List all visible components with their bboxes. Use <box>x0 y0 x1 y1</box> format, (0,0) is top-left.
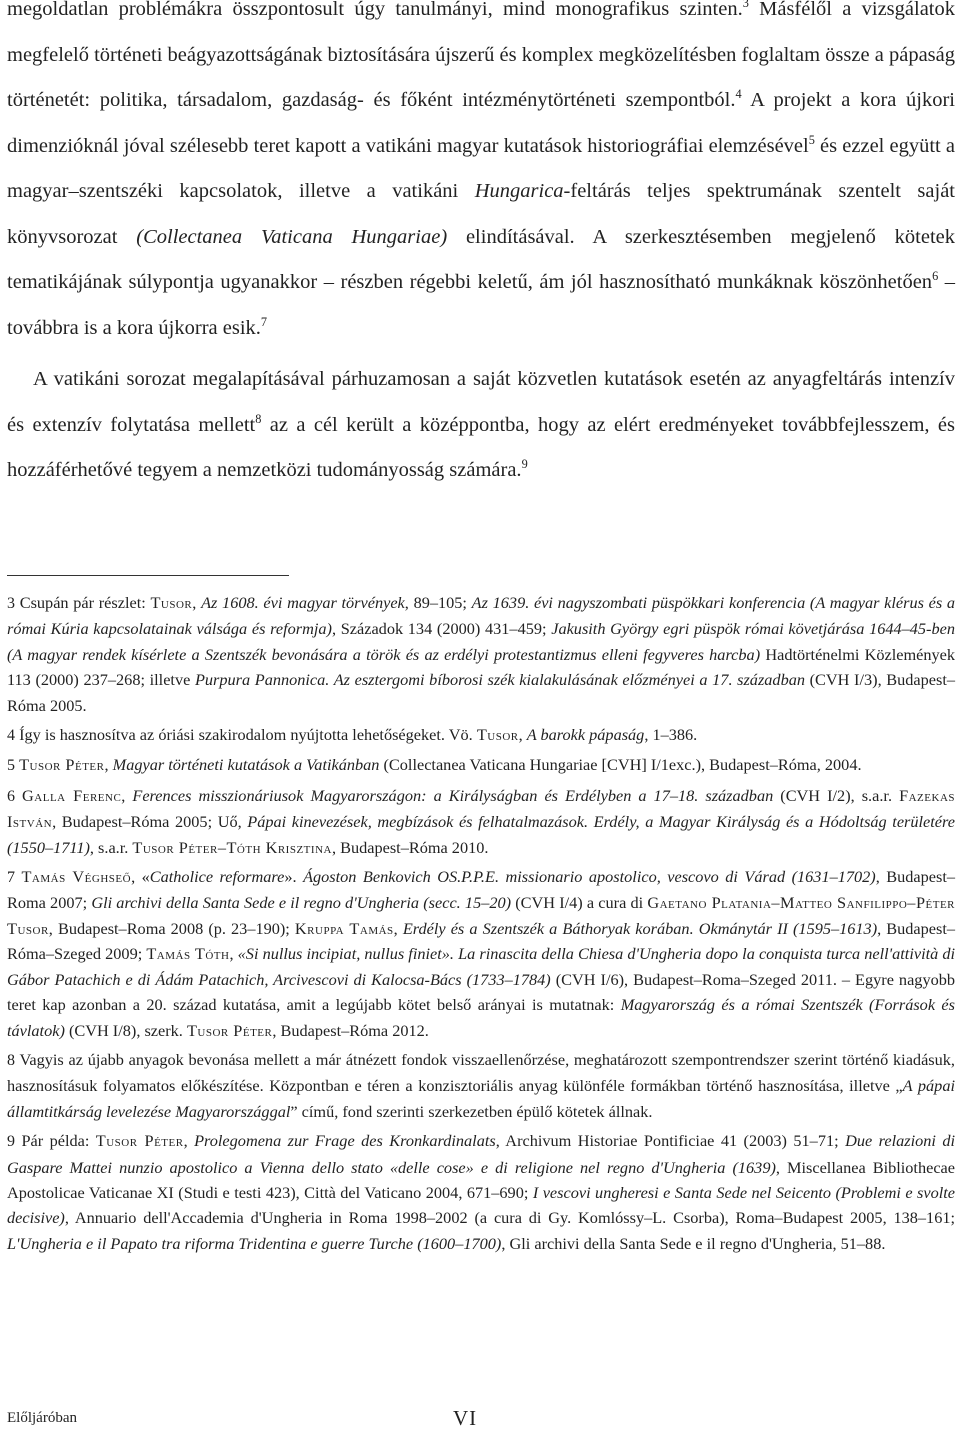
footnote-number: 7 <box>7 869 15 887</box>
text-run: A projekt a kora újkori dimenzióknál jóval szélesebb teret kapott a vatikáni magyar kutatások historiográfiai elemzésével <box>7 89 955 157</box>
text-run: Másfélől a vizsgálatok megfelelő történeti beágyazottságának biztosítására újszerű és komplex megközelítésben foglaltam össze a pápaság történetét: politika, társadalom, gazdaság- és főként intézménytörténeti szempontból. <box>7 0 955 111</box>
page <box>7 0 956 1253</box>
text-run: Hadtörténelmi Közlemények 113 (2000) 237–268; illetve <box>7 644 956 690</box>
running-footer-label: Előljáróban <box>7 1410 77 1426</box>
text-run: (CVH I/8), szerk. <box>64 1020 187 1040</box>
work-title: «Si nullus incipiat, nullus finiet». La rinascita della Chiesa d'Ungheria dopo la conquista turca nell'attività di Gábor Patachich e di Ádám Patachich, Arcivescovi di Kalocsa-Bács (1733–1784) <box>7 944 956 989</box>
footnote-number: 6 <box>7 787 15 805</box>
author-name: Fazekas István <box>7 785 956 832</box>
work-title: Az 1639. évi nagyszombati püspökkari konferencia (A magyar klérus és a római Kúria kapcsolatainak válsága és reformja) <box>7 593 956 639</box>
text-run: , Századok 134 (2000) 431–459; <box>331 619 552 639</box>
page-number: VI <box>453 1406 478 1430</box>
footnote-ref-5[interactable]: 5 <box>808 132 815 147</box>
text-run: és ezzel együtt a magyar–szentszéki kapcsolatok, illetve a vatikáni <box>7 134 955 202</box>
text-run: (Collectanea Vaticana Hungariae [CVH] I/1exc.), Budapest–Róma, 2004. <box>379 755 862 775</box>
author-name: Tusor Péter <box>186 1020 273 1040</box>
author-name: Gaetano Platania–Matteo Sanfilippo–Péter Tusor <box>7 893 955 938</box>
work-title: L'Ungheria e il Papato tra riforma Tridentina e guerre Turche (1600–1700) <box>7 1233 502 1253</box>
footnote-3 <box>7 590 955 718</box>
footnote-number: 8 <box>7 1051 15 1069</box>
work-title: Jakusith György egri püspök római követjárása 1644–45-ben (A magyar rendek kísérlete a Szentszék bevonására a török és az erdélyi protestantizmus elleni fegyveres harcba) <box>7 619 955 664</box>
author-name: Tusor Péter <box>19 755 105 775</box>
text-run: , 89–105; <box>404 593 472 612</box>
work-title: Magyar történeti kutatások a Vatikánban <box>112 755 380 775</box>
text-run: Csupán pár részlet: <box>19 593 151 612</box>
text-run: elindításával. A szerkesztésemben megjelenő kötetek tematikájának súlypontja ugyanakkor – részben régebbi keletű, ám jól hasznosítható munkáknak köszönhetően <box>7 225 956 293</box>
footnote-ref-4[interactable]: 4 <box>735 87 742 102</box>
text-run: , <box>229 944 238 964</box>
text-run: , Archivum Historiae Pontificiae 41 (2003) 51–71; <box>495 1131 846 1151</box>
work-title: Erdély és a Szentszék a Báthoryak korában. Okmánytár II (1595–1613) <box>402 918 878 938</box>
work-title: Az 1608. évi magyar törvények <box>201 593 405 612</box>
text-run: Pár példa: <box>21 1131 96 1151</box>
text-run: , <box>192 593 202 612</box>
footnote-number: 3 <box>7 595 15 612</box>
author-name: Tusor <box>476 725 519 745</box>
author-name: Kruppa Tamás <box>294 918 394 938</box>
text-run: , Budapest–Roma 2007; <box>7 867 956 913</box>
text-run: , Budapest–Róma 2005; Uő, <box>52 812 248 832</box>
work-title: Due relazioni di Gaspare Mattei nunzio apostolico a Vienna dello stato «delle cose» e di religione nel regno d'Ungheria (1639) <box>7 1131 956 1177</box>
author-name: Tusor Péter <box>95 1131 184 1151</box>
footnote-5 <box>7 752 955 778</box>
text-run: -feltárás teljes spektrumának szentelt saját könyvsorozat <box>7 180 955 248</box>
footnote-7 <box>7 864 955 1043</box>
work-title: Catholice reformare <box>149 867 285 887</box>
work-title: Magyarország és a római Szentszék (Források és távlatok) <box>7 995 955 1040</box>
work-title: I vescovi ungheresi e Santa Sede nel Seicento (Problemi e svolte decisive) <box>7 1182 955 1228</box>
work-title: Ferences misszionáriusok Magyarországon: a Királyságban és Erdélyben a 17–18. században <box>132 785 774 805</box>
text-run: ” című, fond szerinti szerkezetben épülő kötetek állnak. <box>290 1101 653 1121</box>
footnote-ref-7[interactable]: 7 <box>260 314 268 329</box>
text-run: , Gli archivi della Santa Sede e il regno d'Ungheria, 51–88. <box>501 1233 886 1253</box>
text-run: (CVH I/2), s.a.r. <box>773 785 900 805</box>
work-title: Ágoston Benkovich OS.P.P.E. missionario apostolico, vescovo di Várad (1631–1702) <box>303 867 876 887</box>
text-run: , <box>104 755 113 775</box>
text-run: , Budapest–Róma 2010. <box>331 837 489 857</box>
text-run: megoldatlan problémákra összpontosult úgy tanulmányi, mind monografikus szinten. <box>7 0 743 20</box>
footnote-4 <box>7 722 955 748</box>
text-run: A vatikáni sorozat megalapításával párhuzamosan a saját közvetlen kutatások esetén az anyagfeltárás intenzív és extenzív folytatása mellett <box>7 368 955 436</box>
text-run: az a cél került a középpontba, hogy az elért eredményeket továbbfejlesszem, és hozzáférhetővé tegyem a nemzetközi tudományosság számára. <box>7 413 955 481</box>
footnote-number: 4 <box>7 727 15 745</box>
author-name: Tusor <box>150 593 193 612</box>
work-title: Prolegomena zur Frage des Kronkardinalats <box>194 1131 496 1151</box>
work-title: Purpura Pannonica. Az esztergomi bíborosi szék kialakulásának előzményei a 17. században <box>194 670 805 690</box>
author-name: Galla Ferenc <box>22 785 122 805</box>
author-name: Tamás Véghseő <box>21 867 132 887</box>
text-run: , Miscellanea Bibliothecae Apostolicae Vaticanae XI (Studi e testi 423), Città del Vaticano 2004, 671–690; <box>7 1157 955 1202</box>
text-run: Így is hasznosítva az óriási szakirodalom nyújtotta lehetőségeket. Vö. <box>19 725 477 745</box>
text-run: – továbbra is a kora újkorra esik. <box>7 271 955 339</box>
author-name: Tusor Péter–Tóth Krisztina <box>132 837 332 857</box>
footnote-number: 5 <box>7 757 15 775</box>
footnote-separator <box>7 575 289 576</box>
footnote-number: 9 <box>7 1133 15 1151</box>
footnote-ref-9[interactable]: 9 <box>521 457 528 472</box>
footnote-ref-8[interactable]: 8 <box>255 411 262 426</box>
footnote-ref-3[interactable]: 3 <box>742 0 749 11</box>
author-name: Tamás Tóth <box>146 944 230 964</box>
body-paragraph-1 <box>7 0 955 351</box>
text-run: , <box>393 918 403 938</box>
text-run: , Budapest–Róma 2012. <box>272 1020 429 1040</box>
text-run: , <box>121 785 133 805</box>
text-run: , s.a.r. <box>89 837 133 857</box>
body-paragraph-2 <box>7 357 955 494</box>
text-run: Vagyis az újabb anyagok bevonása mellett a már átnézett fondok visszaellenőrzése, meghatározott szempontrendszer szerint történő kiadásuk, hasznosításuk folyamatos előkészítése. Központban e téren a konzisztoriális anyag különféle formákban történő hasznosítása, illetve „ <box>7 1049 955 1096</box>
footnote-6 <box>7 783 955 860</box>
text-run: , Budapest–Róma–Szeged 2009; <box>7 918 956 964</box>
text-run: , Budapest–Roma 2008 (p. 23–190); <box>48 918 295 938</box>
page-footer <box>7 1406 955 1434</box>
footnote-ref-6[interactable]: 6 <box>932 269 939 284</box>
footnote-8 <box>7 1047 955 1124</box>
text-run: (CVH I/4) a cura di <box>511 893 648 913</box>
footnote-9 <box>7 1128 955 1256</box>
work-title: Gli archivi della Santa Sede e il regno d'Ungheria (secc. 15–20) <box>91 893 512 913</box>
text-run: , <box>518 725 527 745</box>
footnotes <box>7 590 955 1260</box>
text-run: (CVH I/3), Budapest–Róma 2005. <box>7 670 955 715</box>
work-title: A pápai államtitkárság levelezése Magyarországgal <box>7 1076 955 1121</box>
text-run: , « <box>131 867 150 887</box>
text-run: , <box>183 1131 195 1151</box>
work-title: Pápai kinevezések, megbízások és felhatalmazások. Erdély, a Magyar Királyság és a Hódoltság területére (1550–1711) <box>7 812 955 857</box>
text-run: (CVH I/6), Budapest–Roma–Szeged 2011. – Egyre nagyobb teret kap azonban a 20. század kutatása, amit a legújabb kötet belső arányai is mutatnak: <box>7 969 956 1015</box>
text-run: , 1–386. <box>644 725 698 745</box>
text-run: , Annuario dell'Accademia d'Ungheria in Roma 1998–2002 (a cura di Gy. Komlóssy–L. Csorba), Roma–Budapest 2005, 138–161; <box>64 1208 955 1228</box>
work-title: A barokk pápaság <box>526 725 645 745</box>
series-title: (Collectanea Vaticana Hungariae) <box>136 225 448 248</box>
text-run: ». <box>284 867 304 887</box>
italic-term: Hungarica <box>474 180 564 202</box>
